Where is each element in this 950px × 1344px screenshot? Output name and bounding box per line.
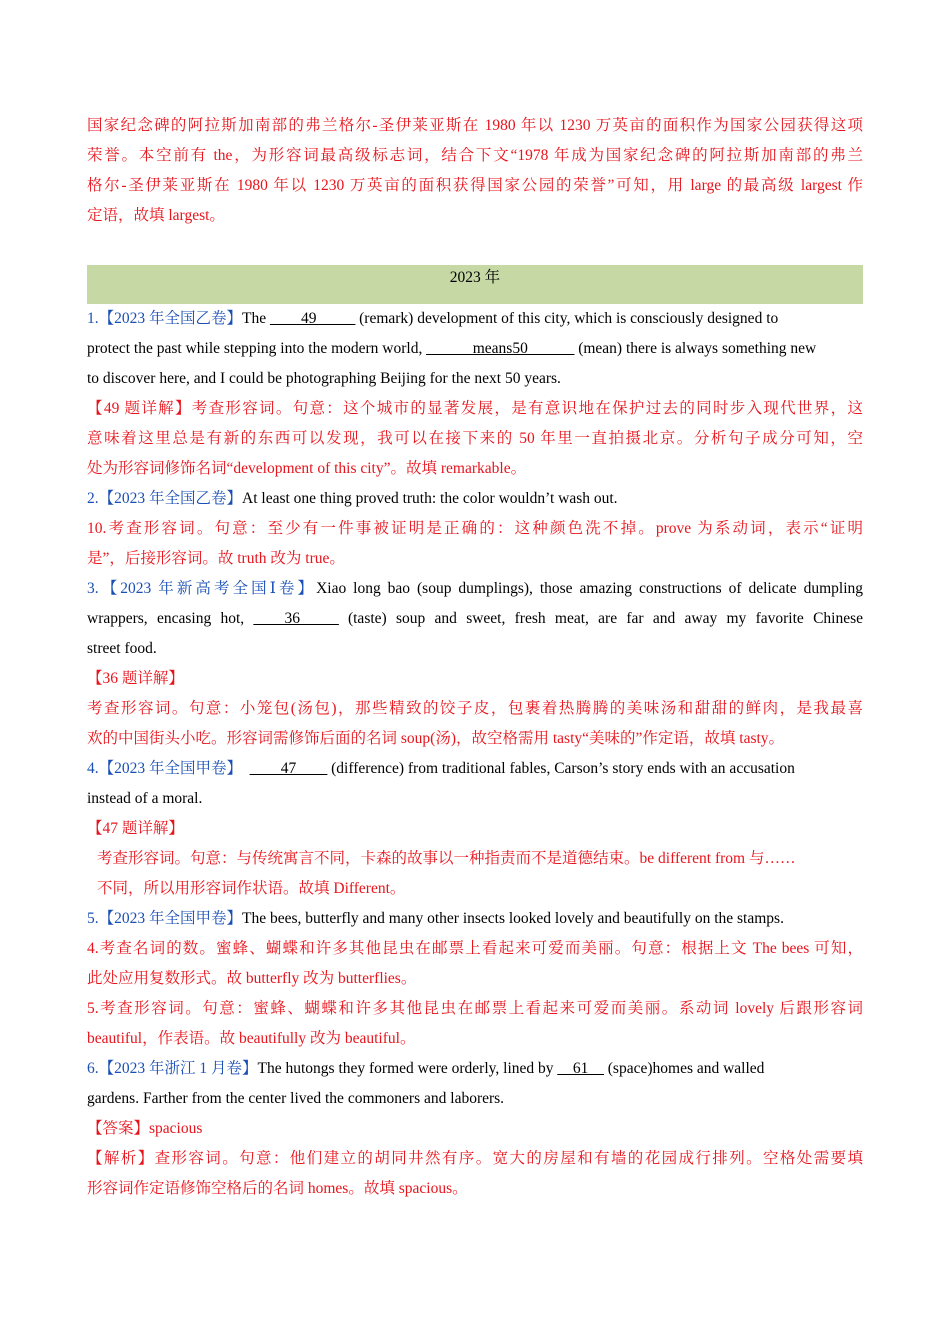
explanation-line: 欢的中国街头小吃。形容词需修饰后面的名词 soup(汤)，故空格需用 tasty“美味的”作定语，故填 tasty。 (87, 730, 785, 747)
question-text: (mean) there is always something new (574, 340, 817, 357)
explanation-line: 不同，所以用形容词作状语。故填 Different。 (97, 880, 406, 897)
question-text: (remark) development of this city, which is consciously designed to (355, 310, 779, 327)
intro-line: 国家纪念碑的阿拉斯加南部的弗兰格尔-圣伊莱亚斯在 1980 年以 1230 万英亩的面积作为国家公园获得这项 (87, 117, 863, 134)
intro-line: 荣誉。本空前有 the，为形容词最高级标志词，结合下文“1978 年成为国家纪念碑的阿拉斯加南部的弗兰 (87, 147, 863, 164)
question-3 (87, 574, 863, 754)
explanation-line: 10.考查形容词。句意：至少有一件事被证明是正确的：这种颜色洗不掉。prove 为系动词，表示“证明 (87, 520, 863, 537)
question-number: 1. (87, 310, 99, 327)
question-text: wrappers, encasing hot, (87, 610, 254, 627)
question-source: 【2023 年全国甲卷】 (98, 760, 243, 777)
explanation-line: 4.考查名词的数。蜜蜂、蝴蝶和许多其他昆虫在邮票上看起来可爱而美丽。句意：根据上文 The bees 可知， (87, 940, 863, 957)
question-2 (87, 484, 863, 574)
answer-blank: ______means50______ (426, 340, 575, 357)
document-page (87, 111, 863, 1204)
explanation-line: 处为形容词修饰名词“development of this city”。故填 remarkable。 (87, 460, 527, 477)
explanation-heading: 【36 题详解】 (87, 670, 184, 687)
question-text: to discover here, and I could be photographing Beijing for the next 50 years. (87, 370, 561, 387)
explanation-heading: 【47 题详解】 (87, 820, 184, 837)
question-source: 【2023 年浙江 1 月卷】 (98, 1060, 258, 1077)
question-text: (space)homes and walled (603, 1060, 765, 1077)
question-text: At least one thing proved truth: the color wouldn’t wash out. (242, 490, 618, 507)
question-number: 3. (87, 580, 99, 597)
question-text: (difference) from traditional fables, Carson’s story ends with an accusation (327, 760, 795, 777)
question-text: Xiao long bao (soup dumplings), those amazing constructions of delicate dumpling (316, 580, 864, 597)
question-text: gardens. Farther from the center lived the commoners and laborers. (87, 1090, 505, 1107)
explanation-line: 【解析】查形容词。句意：他们建立的胡同井然有序。宽大的房屋和有墙的花园成行排列。空格处需要填 (87, 1150, 863, 1167)
explanation-line: 考查形容词。句意：与传统寓言不同，卡森的故事以一种指责而不是道德结束。be different from 与…… (97, 850, 796, 867)
question-source: 【2023 年新高考全国Ⅰ卷】 (98, 580, 317, 597)
question-text: The bees, butterfly and many other insects looked lovely and beautifully on the stamps. (242, 910, 784, 927)
question-text: instead of a moral. (87, 790, 203, 807)
question-text: The hutongs they formed were orderly, lined by (257, 1060, 558, 1077)
intro-explanation (87, 111, 863, 231)
question-source: 【2023 年全国乙卷】 (98, 310, 243, 327)
question-number: 5. (87, 910, 99, 927)
intro-line: 定语，故填 largest。 (87, 207, 225, 224)
question-source: 【2023 年全国甲卷】 (98, 910, 243, 927)
answer-line: 【答案】spacious (87, 1120, 203, 1137)
answer-blank: __61__ (557, 1060, 604, 1077)
question-number: 2. (87, 490, 99, 507)
explanation-line: beautiful，作表语。故 beautifully 改为 beautiful。 (87, 1030, 416, 1047)
question-text: street food. (87, 640, 157, 657)
question-number: 4. (87, 760, 99, 777)
question-number: 6. (87, 1060, 99, 1077)
explanation-line: 此处应用复数形式。故 butterfly 改为 butterflies。 (87, 970, 417, 987)
answer-blank: ____47____ (249, 760, 328, 777)
question-text: protect the past while stepping into the modern world, (87, 340, 427, 357)
explanation-line: 是”，后接形容词。故 truth 改为 true。 (87, 550, 345, 567)
answer-blank: ____36_____ (253, 610, 339, 627)
question-text: (taste) soup and sweet, fresh meat, are far and away my favorite Chinese (338, 610, 863, 627)
question-text: The (242, 310, 270, 327)
question-source: 【2023 年全国乙卷】 (98, 490, 243, 507)
explanation-line: 【49 题详解】考查形容词。句意：这个城市的显著发展，是有意识地在保护过去的同时步入现代世界，这 (87, 400, 863, 417)
explanation-line: 形容词作定语修饰空格后的名词 homes。故填 spacious。 (87, 1180, 468, 1197)
answer-blank: ____49_____ (270, 310, 356, 327)
explanation-line: 5.考查形容词。句意：蜜蜂、蝴蝶和许多其他昆虫在邮票上看起来可爱而美丽。系动词 lovely 后跟形容词 (87, 1000, 863, 1017)
question-1 (87, 304, 863, 484)
explanation-line: 意味着这里总是有新的东西可以发现，我可以在接下来的 50 年里一直拍摄北京。分析句子成分可知，空 (87, 430, 863, 447)
question-5 (87, 904, 863, 1054)
explanation-line: 考查形容词。句意：小笼包(汤包)，那些精致的饺子皮，包裹着热腾腾的美味汤和甜甜的鲜肉，是我最喜 (87, 700, 863, 717)
year-banner: 2023 年 (87, 265, 863, 304)
question-6 (87, 1054, 863, 1204)
question-4 (87, 754, 863, 904)
intro-line: 格尔-圣伊莱亚斯在 1980 年以 1230 万英亩的面积获得国家公园的荣誉”可知，用 large 的最高级 largest 作 (87, 177, 863, 194)
